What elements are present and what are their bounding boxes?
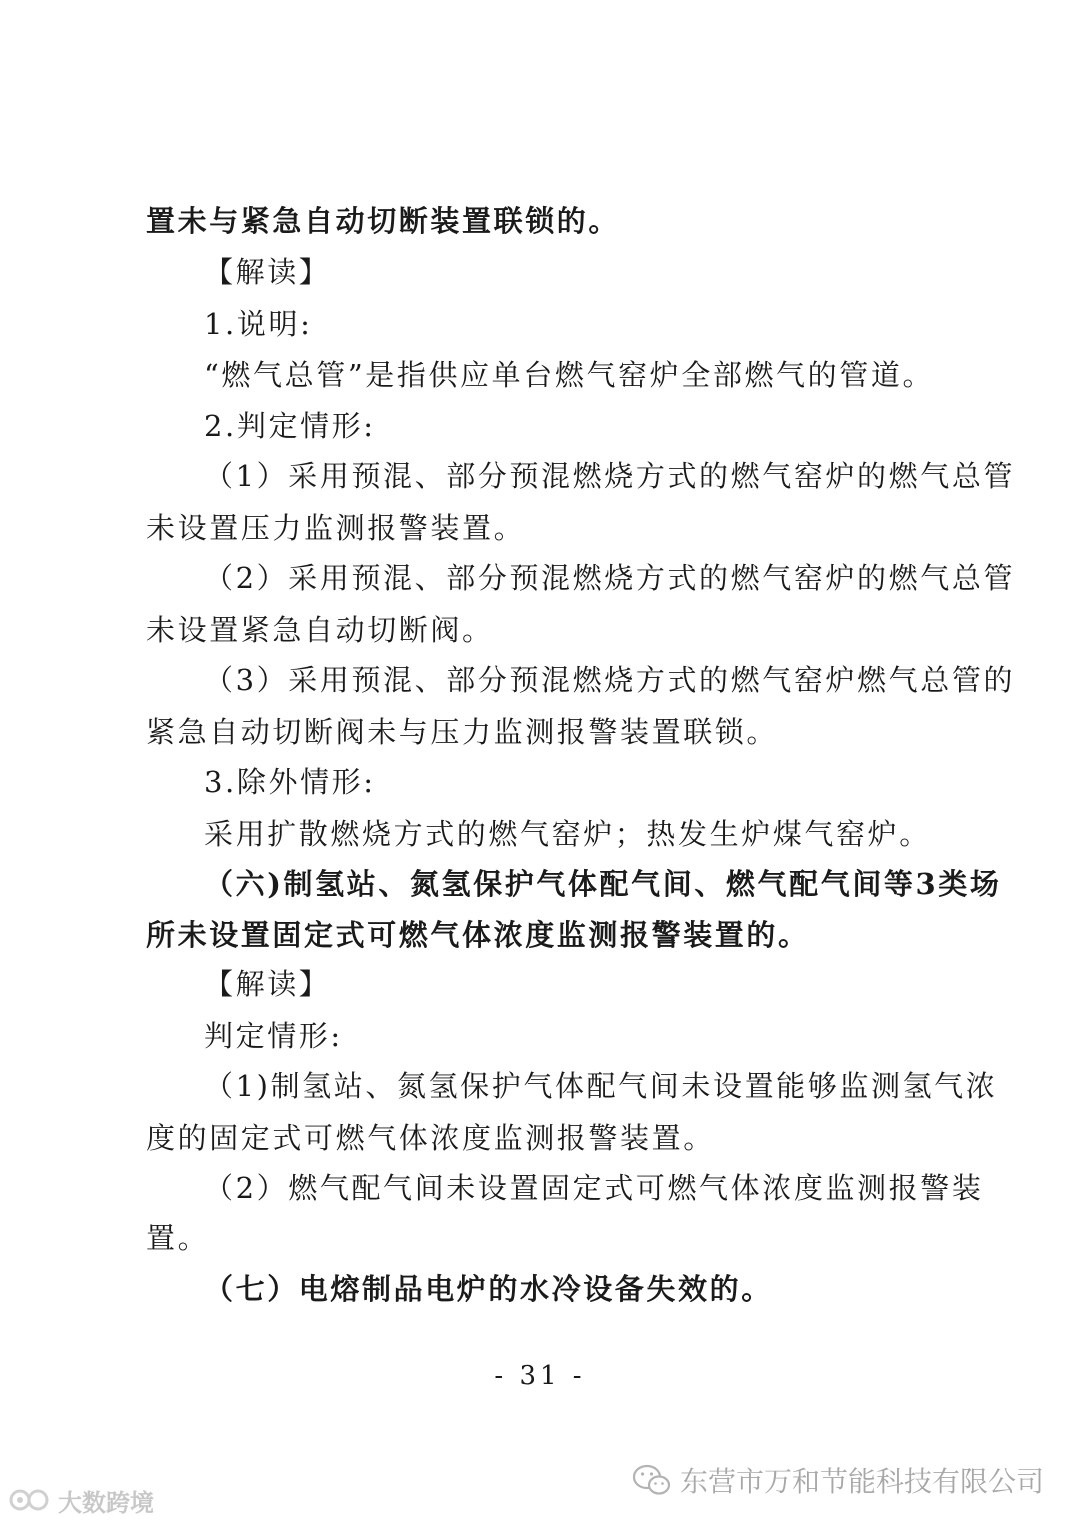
text-line: 紧急自动切断阀未与压力监测报警装置联锁。 <box>146 715 779 749</box>
text-line: 判定情形: <box>204 1019 343 1053</box>
text-line: （1）采用预混、部分预混燃烧方式的燃气窑炉的燃气总管 <box>204 459 1016 493</box>
text-line: 【解读】 <box>204 255 331 289</box>
text-line: 2.判定情形: <box>204 409 376 443</box>
text-line: 置未与紧急自动切断装置联锁的。 <box>146 204 621 238</box>
page-number: - 31 - <box>494 1361 586 1391</box>
text-line: 所未设置固定式可燃气体浓度监测报警装置的。 <box>146 918 810 952</box>
dashuju-logo-icon <box>8 1485 52 1515</box>
site-watermark <box>8 1480 154 1520</box>
wechat-icon <box>632 1463 672 1497</box>
text-line: 3.除外情形: <box>204 765 376 799</box>
text-line: 采用扩散燃烧方式的燃气窑炉；热发生炉煤气窑炉。 <box>204 817 931 851</box>
company-watermark <box>632 1458 1044 1502</box>
text-line: 【解读】 <box>204 967 331 1001</box>
company-name: 东营市万和节能科技有限公司 <box>679 1465 1044 1498</box>
text-line: （七）电熔制品电炉的水冷设备失效的。 <box>204 1272 773 1306</box>
text-line: （2）燃气配气间未设置固定式可燃气体浓度监测报警装 <box>204 1171 984 1205</box>
text-line: （六)制氢站、氮氢保护气体配气间、燃气配气间等3类场 <box>204 867 1002 901</box>
text-line: 置。 <box>146 1221 210 1255</box>
text-line: 度的固定式可燃气体浓度监测报警装置。 <box>146 1121 715 1155</box>
text-line: “燃气总管”是指供应单台燃气窑炉全部燃气的管道。 <box>204 358 935 392</box>
text-line: （2）采用预混、部分预混燃烧方式的燃气窑炉的燃气总管 <box>204 561 1016 595</box>
text-line: 未设置压力监测报警装置。 <box>146 511 526 545</box>
text-line: 1.说明: <box>204 307 313 341</box>
logo-text: 大数跨境 <box>58 1488 154 1517</box>
text-line: （3）采用预混、部分预混燃烧方式的燃气窑炉燃气总管的 <box>204 663 1016 697</box>
text-line: 未设置紧急自动切断阀。 <box>146 613 494 647</box>
text-line: （1)制氢站、氮氢保护气体配气间未设置能够监测氢气浓 <box>204 1069 998 1103</box>
